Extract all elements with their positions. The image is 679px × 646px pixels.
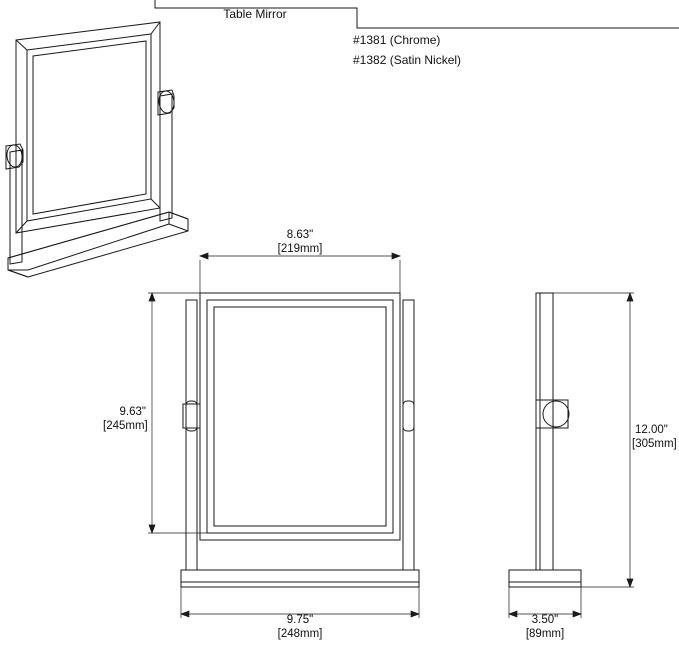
dimension-front-height — [148, 293, 207, 533]
dimension-side-depth-mm: [89mm] — [525, 628, 565, 640]
dimension-front-height-mm: [245mm] — [103, 420, 148, 432]
page-title: Table Mirror — [223, 7, 287, 21]
dimension-bottom-width-mm: [248mm] — [277, 628, 323, 640]
dimension-side-height-mm: [305mm] — [632, 438, 677, 450]
dimension-top-width-inches: 8.63" — [286, 229, 314, 241]
dimension-side-height-inches: 12.00" — [635, 424, 668, 436]
dimension-side-depth-inches: 3.50" — [531, 614, 559, 626]
dimension-top-width-mm: [219mm] — [277, 243, 323, 255]
dimension-top-width — [200, 253, 400, 293]
product-code-chrome: #1381 (Chrome) — [353, 33, 441, 47]
side-elevation-view — [509, 293, 581, 587]
dimension-side-height — [553, 293, 634, 587]
dimension-front-height-inches: 9.63" — [119, 406, 146, 418]
isometric-view — [6, 22, 188, 277]
dimension-bottom-width-inches: 9.75" — [286, 614, 314, 626]
front-elevation-view — [181, 293, 419, 587]
product-code-satin-nickel: #1382 (Satin Nickel) — [353, 53, 462, 67]
